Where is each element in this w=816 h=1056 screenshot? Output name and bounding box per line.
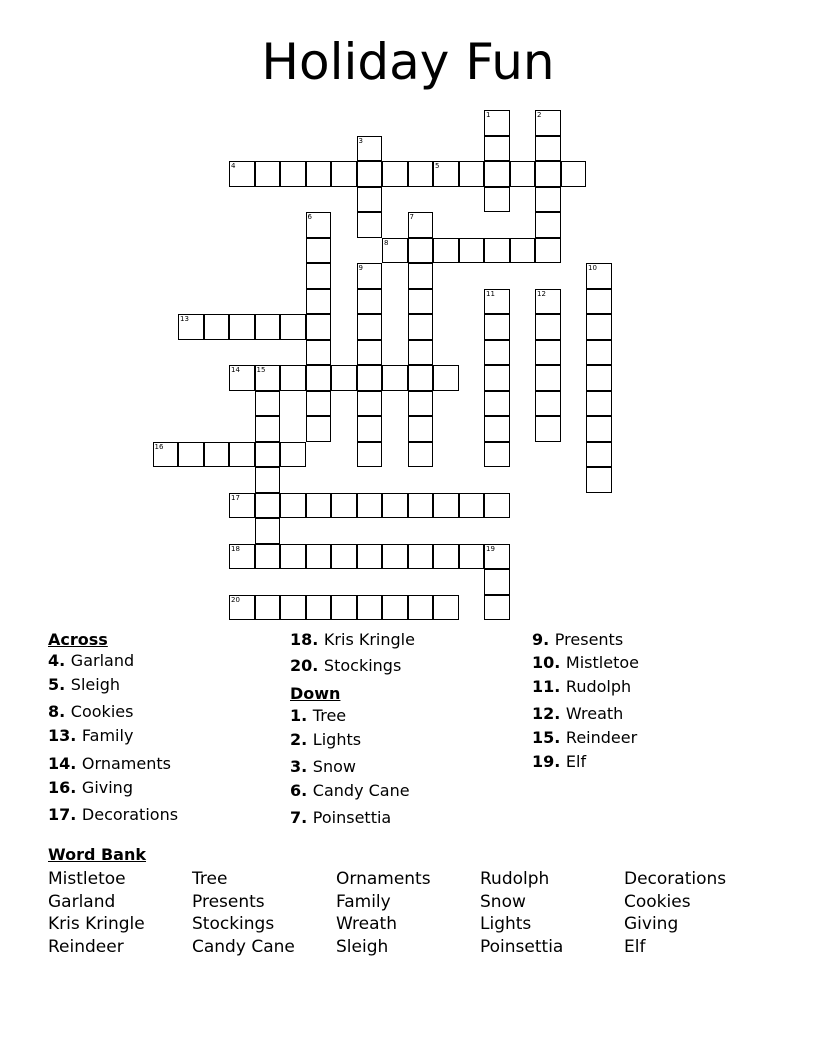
crossword-cell[interactable] (535, 187, 561, 213)
crossword-cell[interactable] (408, 212, 434, 238)
crossword-cell[interactable] (280, 544, 306, 570)
cell-number: 20 (231, 595, 240, 604)
word-bank-word: Poinsettia (480, 937, 564, 958)
crossword-cell[interactable] (357, 136, 383, 162)
clue-text: Stockings (323, 656, 402, 675)
crossword-cell[interactable] (229, 493, 255, 519)
clue-item: 19. Elf (532, 752, 587, 771)
clue-text: Snow (312, 757, 356, 776)
crossword-cell[interactable] (484, 340, 510, 366)
word-bank-word: Kris Kringle (48, 914, 145, 935)
crossword-cell[interactable] (408, 340, 434, 366)
clue-text: Wreath (565, 704, 624, 723)
crossword-cell[interactable] (484, 391, 510, 417)
crossword-cell[interactable] (306, 238, 332, 264)
crossword-cell[interactable] (433, 365, 459, 391)
word-bank-word: Mistletoe (48, 869, 126, 889)
clue-number: 2 (290, 730, 302, 749)
down-heading: Down (290, 684, 341, 703)
crossword-cell[interactable] (306, 161, 332, 187)
clue-item: 17. Decorations (48, 805, 179, 824)
clue-number: 10 (532, 653, 555, 672)
crossword-cell[interactable] (586, 442, 612, 468)
crossword-cell[interactable] (561, 161, 587, 187)
crossword-cell[interactable] (306, 263, 332, 289)
cell-number: 17 (231, 493, 240, 502)
crossword-cell[interactable] (255, 416, 281, 442)
crossword-cell[interactable] (357, 544, 383, 570)
crossword-cell[interactable] (331, 161, 357, 187)
clue-text: Tree (312, 706, 347, 725)
crossword-cell[interactable] (484, 161, 510, 187)
crossword-cell[interactable] (484, 289, 510, 315)
crossword-cell[interactable] (408, 416, 434, 442)
clue-item: 10. Mistletoe (532, 653, 639, 672)
clues-column-2 (290, 630, 520, 840)
crossword-cell[interactable] (331, 544, 357, 570)
crossword-cell[interactable] (535, 365, 561, 391)
crossword-cell[interactable] (433, 161, 459, 187)
cell-number: 15 (256, 366, 266, 374)
crossword-cell[interactable] (408, 544, 434, 570)
clue-item: 20. Stockings (290, 656, 402, 675)
crossword-cell[interactable] (535, 416, 561, 442)
crossword-cell[interactable] (535, 238, 561, 264)
crossword-cell[interactable] (306, 314, 332, 340)
crossword-cell[interactable] (306, 391, 332, 417)
crossword-cell[interactable] (382, 238, 408, 264)
crossword-cell[interactable] (586, 467, 612, 493)
crossword-cell[interactable] (331, 595, 357, 621)
crossword-cell[interactable] (357, 442, 383, 468)
cell-number: 6 (307, 213, 312, 221)
crossword-cell[interactable] (433, 238, 459, 264)
clue-number: 4 (48, 651, 60, 670)
cell-number: 3 (358, 136, 363, 145)
crossword-cell[interactable] (357, 314, 383, 340)
clue-text: Kris Kringle (323, 630, 415, 649)
crossword-cell[interactable] (586, 391, 612, 417)
clue-number: 7 (290, 808, 302, 827)
clue-item: 13. Family (48, 726, 134, 745)
clue-text: Garland (70, 651, 135, 670)
crossword-cell[interactable] (255, 161, 281, 187)
crossword-cell[interactable] (433, 595, 459, 621)
crossword-cell[interactable] (535, 391, 561, 417)
clue-text: Giving (81, 778, 133, 797)
crossword-cell[interactable] (510, 161, 536, 187)
clue-text: Presents (554, 630, 624, 649)
crossword-cell[interactable] (229, 544, 255, 570)
crossword-cell[interactable] (357, 263, 383, 289)
word-bank-word: Snow (480, 891, 526, 912)
crossword-cell[interactable] (306, 416, 332, 442)
crossword-cell[interactable] (255, 493, 281, 519)
clue-text: Rudolph (565, 677, 632, 696)
crossword-cell[interactable] (459, 493, 485, 519)
clue-item: 7. Poinsettia (290, 808, 392, 827)
crossword-cell[interactable] (484, 416, 510, 442)
crossword-cell[interactable] (535, 340, 561, 366)
clue-number: 3 (290, 757, 302, 776)
crossword-cell[interactable] (484, 238, 510, 264)
crossword-cell[interactable] (408, 365, 434, 391)
crossword-cell[interactable] (382, 595, 408, 621)
crossword-cell[interactable] (408, 493, 434, 519)
clue-number: 8 (48, 702, 60, 721)
crossword-cell[interactable] (382, 493, 408, 519)
crossword-cell[interactable] (408, 263, 434, 289)
crossword-cell[interactable] (586, 314, 612, 340)
cell-number: 12 (537, 289, 546, 298)
crossword-cell[interactable] (357, 187, 383, 213)
crossword-cell[interactable] (280, 314, 306, 340)
crossword-cell[interactable] (408, 161, 434, 187)
crossword-cell[interactable] (408, 314, 434, 340)
crossword-cell[interactable] (586, 289, 612, 315)
word-bank-word: Garland (48, 891, 116, 912)
crossword-cell[interactable] (484, 544, 510, 570)
crossword-cell[interactable] (306, 212, 332, 238)
crossword-cell[interactable] (586, 365, 612, 391)
clue-number: 20 (290, 656, 313, 675)
cell-number: 9 (358, 264, 363, 272)
crossword-cell[interactable] (586, 416, 612, 442)
clue-number: 11 (532, 677, 555, 696)
crossword-cell[interactable] (255, 544, 281, 570)
across-heading: Across (48, 630, 108, 649)
crossword-cell[interactable] (484, 187, 510, 213)
crossword-cell[interactable] (255, 595, 281, 621)
cell-number: 4 (231, 162, 236, 170)
clue-number: 16 (48, 778, 71, 797)
crossword-cell[interactable] (306, 493, 332, 519)
word-bank-word: Presents (192, 891, 265, 912)
crossword-cell[interactable] (229, 161, 255, 187)
crossword-cell[interactable] (306, 595, 332, 621)
cell-number: 8 (384, 238, 389, 247)
clues-column-3 (532, 630, 762, 790)
crossword-cell[interactable] (484, 569, 510, 595)
crossword-cell[interactable] (204, 314, 230, 340)
crossword-cell[interactable] (357, 416, 383, 442)
clue-number: 1 (290, 706, 302, 725)
crossword-cell[interactable] (331, 493, 357, 519)
clue-item: 15. Reindeer (532, 728, 638, 747)
clue-item: 2. Lights (290, 730, 362, 749)
crossword-cell[interactable] (280, 442, 306, 468)
word-bank-word: Ornaments (336, 869, 431, 889)
crossword-cell[interactable] (178, 442, 204, 468)
crossword-cell[interactable] (255, 467, 281, 493)
crossword-cell[interactable] (306, 340, 332, 366)
clue-number: 17 (48, 805, 71, 824)
crossword-cell[interactable] (484, 110, 510, 136)
cell-number: 11 (486, 289, 495, 298)
crossword-cell[interactable] (255, 314, 281, 340)
clue-item: 4. Garland (48, 651, 135, 670)
crossword-cell[interactable] (229, 595, 255, 621)
crossword-cell[interactable] (382, 544, 408, 570)
word-bank-word: Giving (624, 914, 679, 935)
crossword-cell[interactable] (484, 493, 510, 519)
crossword-cell[interactable] (535, 314, 561, 340)
crossword-cell[interactable] (586, 263, 612, 289)
crossword-cell[interactable] (357, 493, 383, 519)
word-bank-word: Wreath (336, 914, 397, 935)
clue-item: 16. Giving (48, 778, 133, 797)
clue-number: 14 (48, 754, 71, 773)
clue-text: Decorations (81, 805, 179, 824)
crossword-cell[interactable] (229, 314, 255, 340)
crossword-cell[interactable] (535, 161, 561, 187)
clue-number: 9 (532, 630, 544, 649)
crossword-cell[interactable] (535, 110, 561, 136)
clue-text: Cookies (70, 702, 134, 721)
crossword-cell[interactable] (433, 493, 459, 519)
crossword-cell[interactable] (357, 212, 383, 238)
clue-number: 12 (532, 704, 555, 723)
crossword-cell[interactable] (331, 365, 357, 391)
clue-number: 18 (290, 630, 313, 649)
clue-text: Family (81, 726, 134, 745)
clue-item: 11. Rudolph (532, 677, 632, 696)
word-bank-word: Elf (624, 937, 646, 958)
clue-text: Lights (312, 730, 362, 749)
crossword-cell[interactable] (357, 340, 383, 366)
word-bank-word: Stockings (192, 914, 275, 935)
puzzle-title: Holiday Fun (261, 33, 555, 91)
crossword-cell[interactable] (510, 238, 536, 264)
crossword-cell[interactable] (255, 518, 281, 544)
cell-number: 13 (180, 315, 189, 323)
word-bank-word: Candy Cane (192, 937, 295, 958)
crossword-cell[interactable] (153, 442, 179, 468)
crossword-cell[interactable] (408, 238, 434, 264)
crossword-cell[interactable] (357, 391, 383, 417)
clue-text: Sleigh (70, 675, 120, 694)
crossword-cell[interactable] (459, 161, 485, 187)
clue-item: 6. Candy Cane (290, 781, 410, 800)
crossword-cell[interactable] (306, 365, 332, 391)
cell-number: 5 (435, 162, 440, 170)
cell-number: 16 (154, 442, 164, 451)
clue-text: Elf (565, 752, 587, 771)
clue-number: 5 (48, 675, 60, 694)
word-bank-word: Lights (480, 914, 532, 935)
word-bank-heading: Word Bank (48, 845, 147, 864)
cell-number: 1 (486, 111, 491, 119)
crossword-cell[interactable] (280, 365, 306, 391)
clues-column-1 (48, 630, 278, 830)
crossword-cell[interactable] (382, 365, 408, 391)
crossword-cell[interactable] (433, 544, 459, 570)
crossword-cell[interactable] (484, 442, 510, 468)
crossword-cell[interactable] (280, 493, 306, 519)
clue-item: 5. Sleigh (48, 675, 120, 694)
crossword-cell[interactable] (357, 161, 383, 187)
crossword-cell[interactable] (408, 442, 434, 468)
word-bank-word: Decorations (624, 869, 727, 889)
cell-number: 10 (588, 264, 597, 272)
crossword-cell[interactable] (280, 595, 306, 621)
crossword-cell[interactable] (382, 161, 408, 187)
crossword-cell[interactable] (357, 595, 383, 621)
word-bank-word: Family (336, 891, 391, 912)
clue-item: 3. Snow (290, 757, 356, 776)
clue-text: Reindeer (565, 728, 638, 747)
cell-number: 14 (231, 366, 240, 374)
clue-item: 12. Wreath (532, 704, 624, 723)
crossword-cell[interactable] (586, 340, 612, 366)
crossword-cell[interactable] (306, 544, 332, 570)
clue-text: Ornaments (81, 754, 171, 773)
clue-item: 14. Ornaments (48, 754, 171, 773)
crossword-cell[interactable] (178, 314, 204, 340)
clue-number: 6 (290, 781, 302, 800)
clue-item: 18. Kris Kringle (290, 630, 415, 649)
clue-number: 15 (532, 728, 555, 747)
cell-number: 2 (537, 111, 542, 119)
clue-item: 9. Presents (532, 630, 624, 649)
clue-item: 8. Cookies (48, 702, 134, 721)
cell-number: 7 (409, 213, 414, 221)
crossword-cell[interactable] (357, 365, 383, 391)
word-bank-word: Tree (192, 869, 228, 889)
crossword-cell[interactable] (408, 391, 434, 417)
word-bank-word: Rudolph (480, 869, 550, 889)
crossword-cell[interactable] (484, 314, 510, 340)
crossword-cell[interactable] (535, 136, 561, 162)
crossword-cell[interactable] (357, 289, 383, 315)
crossword-cell[interactable] (280, 161, 306, 187)
crossword-cell[interactable] (459, 544, 485, 570)
crossword-cell[interactable] (255, 365, 281, 391)
clue-number: 19 (532, 752, 555, 771)
word-bank-word: Sleigh (336, 937, 389, 958)
clue-text: Candy Cane (312, 781, 410, 800)
clue-number: 13 (48, 726, 71, 745)
crossword-cell[interactable] (229, 365, 255, 391)
crossword-cell[interactable] (255, 391, 281, 417)
crossword-cell[interactable] (229, 442, 255, 468)
cell-number: 19 (486, 544, 495, 553)
clue-text: Poinsettia (312, 808, 392, 827)
crossword-cell[interactable] (204, 442, 230, 468)
crossword-cell[interactable] (484, 595, 510, 621)
word-bank-word: Cookies (624, 891, 691, 912)
crossword-cell[interactable] (408, 289, 434, 315)
crossword-cell[interactable] (408, 595, 434, 621)
crossword-cell[interactable] (459, 238, 485, 264)
crossword-cell[interactable] (255, 442, 281, 468)
crossword-cell[interactable] (484, 365, 510, 391)
clue-item: 1. Tree (290, 706, 347, 725)
cell-number: 18 (231, 544, 240, 553)
clue-text: Mistletoe (565, 653, 639, 672)
crossword-cell[interactable] (484, 136, 510, 162)
crossword-cell[interactable] (535, 212, 561, 238)
word-bank-word: Reindeer (48, 937, 124, 958)
crossword-cell[interactable] (306, 289, 332, 315)
crossword-cell[interactable] (535, 289, 561, 315)
